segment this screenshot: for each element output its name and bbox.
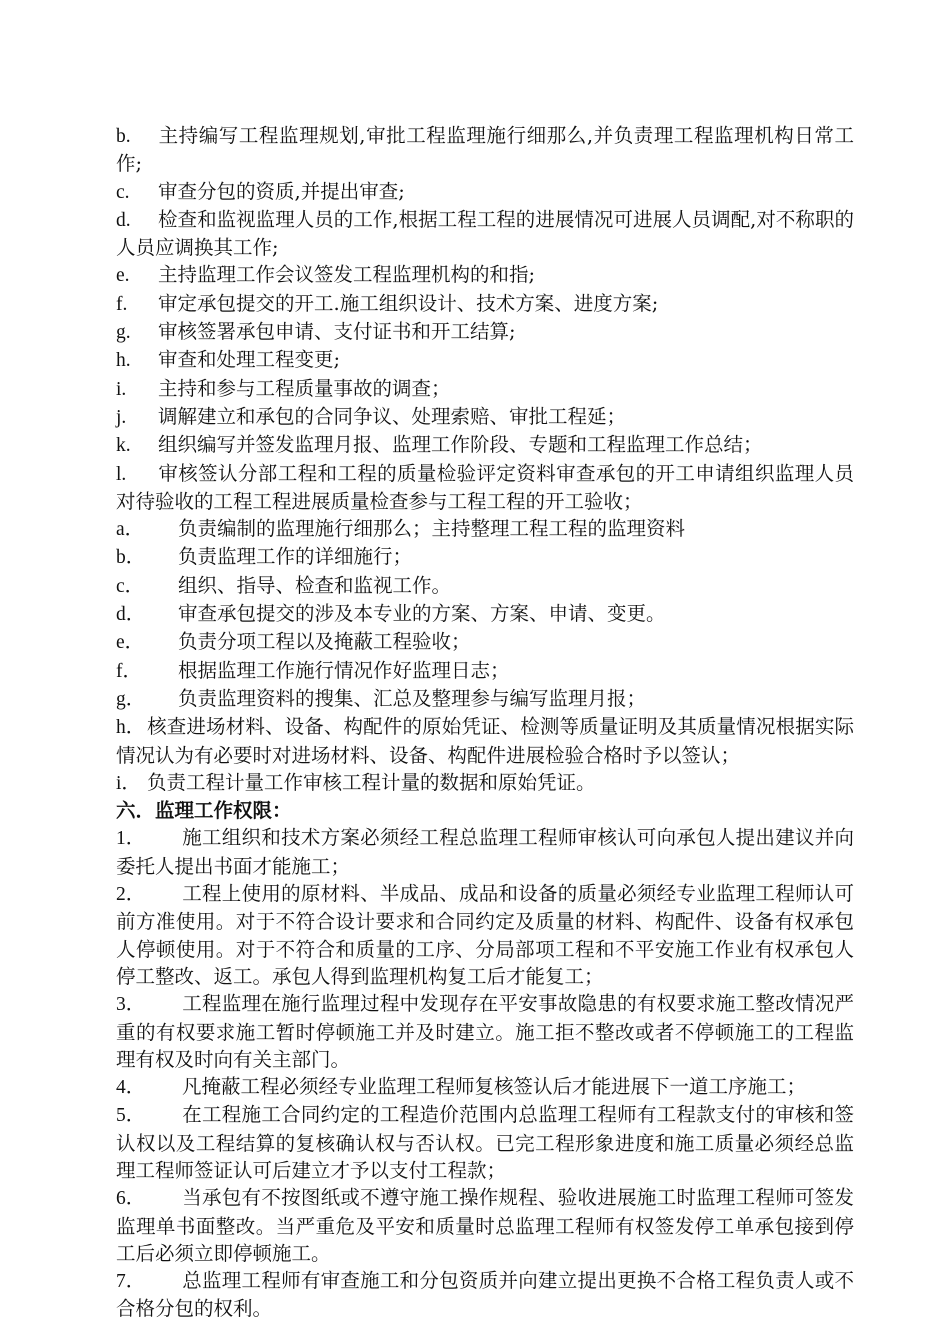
list-item xyxy=(116,685,854,713)
list-marker: 7． xyxy=(116,1271,146,1293)
list-text: 主持编写工程监理规划,审批工程监理施行细那么,并负责理工程监理机构日常工作; xyxy=(116,124,854,176)
list-marker: e． xyxy=(116,632,145,654)
list-text: 组织、指导、检查和监视工作。 xyxy=(178,573,452,597)
list-text: 检查和监视监理人员的工作,根据工程工程的进展情况可进展人员调配,对不称职的人员应调换其工作; xyxy=(116,207,854,260)
list-marker: f． xyxy=(116,660,142,682)
responsibilities-list-a xyxy=(116,122,854,515)
list-text: 审查承包提交的涉及本专业的方案、方案、申请、变更。 xyxy=(178,602,666,626)
list-text: 审查分包的资质,并提出审查; xyxy=(158,179,405,203)
list-item xyxy=(116,1184,854,1267)
list-text: 在工程施工合同约定的工程造价范围内总监理工程师有工程款支付的审核和签认权以及工程结算的复核确认权与否认权。已完工程形象进度和施工质量必须经总监理工程师签证认可后建立才予以支付工程款； xyxy=(116,1103,854,1182)
list-marker: i． xyxy=(116,772,141,794)
list-marker: h． xyxy=(116,717,146,739)
list-item xyxy=(116,1073,854,1101)
list-text: 审核签认分部工程和工程的质量检验评定资料审查承包的开工申请组织监理人员对待验收的工程工程进展质量检查参与工程工程的开工验收； xyxy=(116,461,854,513)
list-item xyxy=(116,178,854,206)
list-item xyxy=(116,290,854,318)
list-text: 核查进场材料、设备、构配件的原始凭证、检测等质量证明及其质量情况根据实际情况认为有必要时对进场材料、设备、构配件进展检验合格时予以签认； xyxy=(116,715,854,767)
list-text: 组织编写并签发监理月报、监理工作阶段、专题和工程监理工作总结； xyxy=(158,433,763,457)
list-marker: b. xyxy=(116,126,131,147)
section-heading: 六．监理工作权限： xyxy=(116,799,292,823)
list-marker: 4． xyxy=(116,1077,146,1099)
responsibilities-list-b xyxy=(116,515,854,713)
list-text: 调解建立和承包的合同争议、处理索赔、审批工程延； xyxy=(158,404,627,428)
list-item xyxy=(116,1267,854,1323)
list-marker: j. xyxy=(116,406,127,428)
list-text: 负责监理资料的搜集、汇总及整理参与编写监理月报； xyxy=(178,686,647,710)
list-marker: b． xyxy=(116,547,146,569)
list-text: 当承包有不按图纸或不遵守施工操作规程、验收进展施工时监理工程师可签发监理单书面整改。当严重危及平安和质量时总监理工程师有权签发停工单承包接到停工后必须立即停顿施工。 xyxy=(116,1186,854,1265)
document-page xyxy=(116,122,854,1323)
list-text: 根据监理工作施行情况作好监理日志； xyxy=(178,658,510,682)
list-text: 凡掩蔽工程必须经专业监理工程师复核签认后才能进展下一道工序施工； xyxy=(182,1075,807,1099)
list-text: 负责编制的监理施行细那么；主持整理工程工程的监理资料 xyxy=(178,517,686,541)
list-text: 主持和参与工程质量事故的调查； xyxy=(158,376,451,400)
list-item xyxy=(116,346,854,374)
list-text: 负责分项工程以及掩蔽工程验收； xyxy=(178,630,471,654)
list-marker: a． xyxy=(116,519,145,541)
list-text: 施工组织和技术方案必须经工程总监理工程师审核认可向承包人提出建议并向委托人提出书面才能施工； xyxy=(116,826,854,878)
list-item xyxy=(116,600,854,628)
list-item xyxy=(116,375,854,403)
authority-list xyxy=(116,824,854,1322)
list-marker: h. xyxy=(116,350,131,372)
list-item xyxy=(116,628,854,656)
list-item xyxy=(116,318,854,346)
list-item xyxy=(116,769,854,797)
list-item xyxy=(116,515,854,543)
list-marker: g. xyxy=(116,322,131,344)
list-item xyxy=(116,880,854,990)
list-item xyxy=(116,261,854,289)
list-item xyxy=(116,990,854,1073)
list-marker: c. xyxy=(116,181,130,203)
list-marker: 5． xyxy=(116,1105,146,1127)
list-marker: k. xyxy=(116,435,131,457)
list-marker: 2． xyxy=(116,884,146,906)
list-text: 负责监理工作的详细施行； xyxy=(178,545,413,569)
list-text: 审定承包提交的开工.施工组织设计、技术方案、进度方案; xyxy=(158,291,659,315)
list-marker: d. xyxy=(116,209,131,231)
list-marker: 1． xyxy=(116,828,146,850)
list-marker: e. xyxy=(116,265,130,287)
list-marker: l. xyxy=(116,463,127,485)
list-marker: i. xyxy=(116,378,127,400)
list-text: 总监理工程师有审查施工和分包资质并向建立提出更换不合格工程负责人或不合格分包的权利。 xyxy=(116,1269,854,1321)
list-item xyxy=(116,543,854,571)
list-marker: 6． xyxy=(116,1188,146,1210)
list-item xyxy=(116,403,854,431)
list-text: 负责工程计量工作审核工程计量的数据和原始凭证。 xyxy=(147,770,596,794)
list-marker: d． xyxy=(116,604,146,626)
list-marker: c． xyxy=(116,575,145,597)
list-text: 工程监理在施行监理过程中发现存在平安事故隐患的有权要求施工整改情况严重的有权要求施工暂时停顿施工并及时建立。施工拒不整改或者不停顿施工的工程监理有权及时向有关主部门。 xyxy=(116,992,854,1071)
list-item xyxy=(116,657,854,685)
list-text: 主持监理工作会议签发工程监理机构的和指; xyxy=(158,263,536,287)
list-item xyxy=(116,1101,854,1184)
list-marker: 3． xyxy=(116,994,146,1016)
list-text: 审核签署承包申请、支付证书和开工结算; xyxy=(158,320,516,344)
list-item xyxy=(116,206,854,262)
responsibilities-list-c xyxy=(116,713,854,797)
list-item xyxy=(116,713,854,769)
list-text: 工程上使用的原材料、半成品、成品和设备的质量必须经专业监理工程师认可前方准使用。对于不符合设计要求和合同约定及质量的材料、构配件、设备有权承包人停顿使用。对于不符合和质量的工序、分局部项工程和不平安施工作业有权承包人停工整改、返工。承包人得到监理机构复工后才能复工； xyxy=(116,882,854,988)
list-item xyxy=(116,122,854,178)
list-text: 审查和处理工程变更; xyxy=(158,348,341,372)
list-item xyxy=(116,824,854,880)
list-marker: g． xyxy=(116,688,146,710)
list-item xyxy=(116,460,854,516)
list-item xyxy=(116,572,854,600)
list-item xyxy=(116,431,854,459)
list-marker: f. xyxy=(116,293,128,315)
